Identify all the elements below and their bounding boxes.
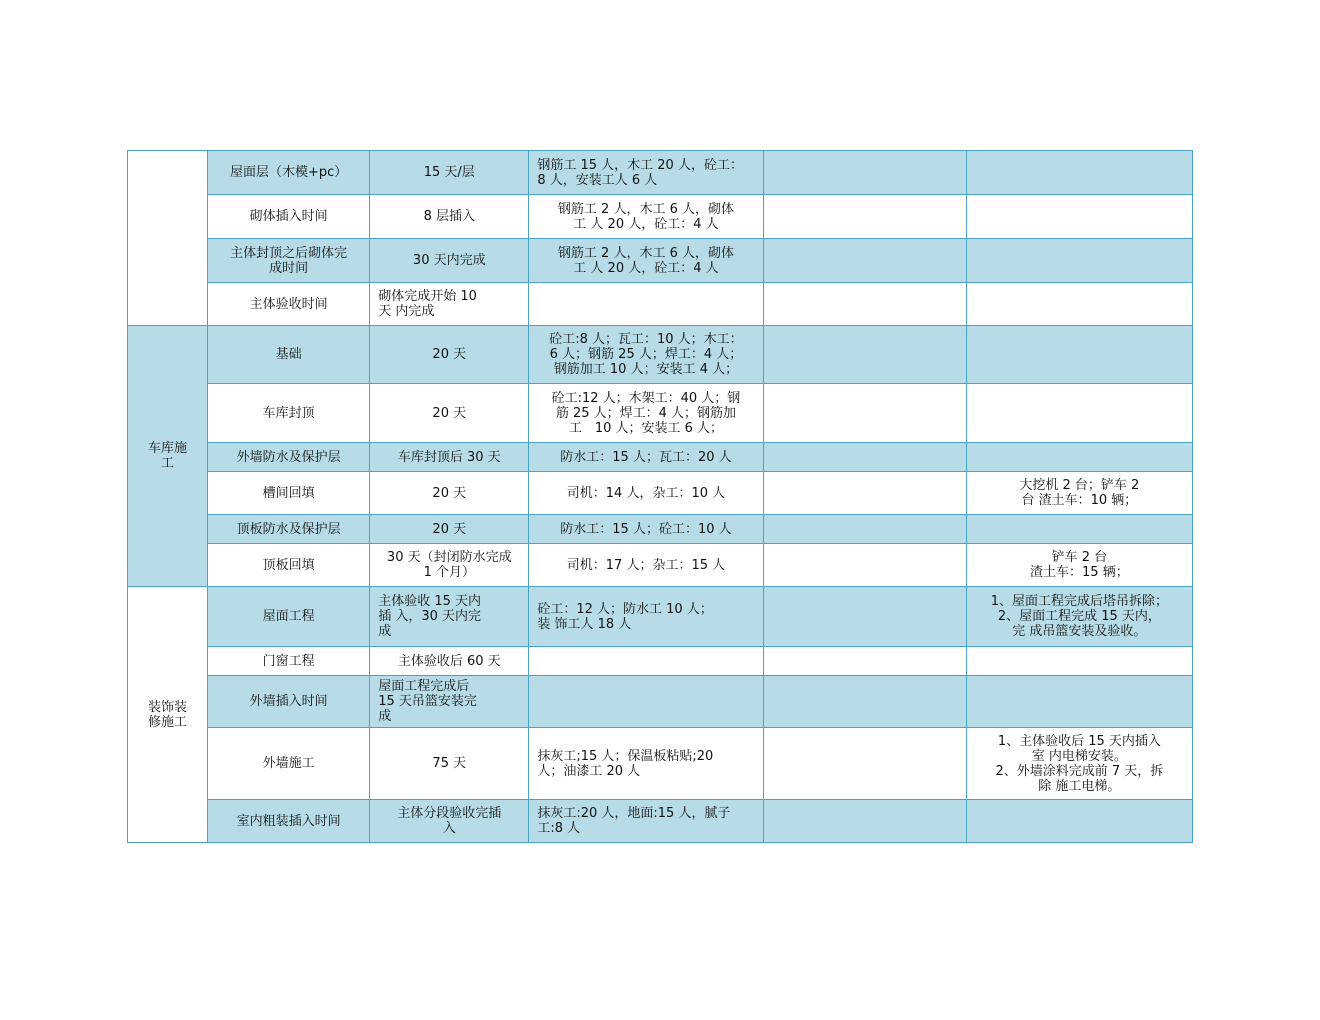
remark-cell bbox=[966, 384, 1192, 443]
task-cell: 外墙施工 bbox=[208, 728, 370, 800]
duration-cell: 30 天内完成 bbox=[370, 239, 529, 283]
labor-cell: 司机：17 人；杂工：15 人 bbox=[529, 544, 763, 587]
labor-cell: 钢筋工 2 人，木工 6 人，砌体 工 人 20 人，砼工：4 人 bbox=[529, 195, 763, 239]
duration-cell: 主体验收 15 天内 插 入，30 天内完 成 bbox=[370, 587, 529, 647]
equipment-cell bbox=[763, 443, 966, 472]
task-cell: 屋面工程 bbox=[208, 587, 370, 647]
labor-cell: 司机：14 人，杂工：10 人 bbox=[529, 472, 763, 515]
labor-cell bbox=[529, 647, 763, 676]
labor-cell: 抹灰工:20 人，地面:15 人，腻子 工:8 人 bbox=[529, 800, 763, 843]
table-row bbox=[128, 326, 1193, 384]
construction-schedule-table bbox=[127, 150, 1193, 843]
phase-cell: 车库施 工 bbox=[128, 326, 208, 587]
task-cell: 车库封顶 bbox=[208, 384, 370, 443]
duration-cell: 20 天 bbox=[370, 515, 529, 544]
labor-cell bbox=[529, 676, 763, 728]
table-row bbox=[128, 195, 1193, 239]
task-cell: 顶板回填 bbox=[208, 544, 370, 587]
duration-cell: 主体验收后 60 天 bbox=[370, 647, 529, 676]
remark-cell bbox=[966, 800, 1192, 843]
labor-cell: 砼工:12 人；木架工：40 人；钢 筋 25 人；焊工：4 人；钢筋加 工 10 人；安装工 6 人； bbox=[529, 384, 763, 443]
table-row bbox=[128, 384, 1193, 443]
phase-cell bbox=[128, 151, 208, 326]
table-row bbox=[128, 800, 1193, 843]
equipment-cell bbox=[763, 384, 966, 443]
equipment-cell bbox=[763, 676, 966, 728]
equipment-cell bbox=[763, 587, 966, 647]
labor-cell: 防水工：15 人；瓦工：20 人 bbox=[529, 443, 763, 472]
equipment-cell bbox=[763, 544, 966, 587]
table-row bbox=[128, 443, 1193, 472]
task-cell: 顶板防水及保护层 bbox=[208, 515, 370, 544]
remark-cell bbox=[966, 676, 1192, 728]
table-row bbox=[128, 647, 1193, 676]
equipment-cell bbox=[763, 195, 966, 239]
remark-cell: 1、主体验收后 15 天内插入 室 内电梯安装。 2、外墙涂料完成前 7 天，拆 除 施工电梯。 bbox=[966, 728, 1192, 800]
duration-cell: 20 天 bbox=[370, 326, 529, 384]
task-cell: 基础 bbox=[208, 326, 370, 384]
duration-cell: 车库封顶后 30 天 bbox=[370, 443, 529, 472]
table-row bbox=[128, 544, 1193, 587]
equipment-cell bbox=[763, 326, 966, 384]
equipment-cell bbox=[763, 728, 966, 800]
table-row bbox=[128, 587, 1193, 647]
duration-cell: 75 天 bbox=[370, 728, 529, 800]
labor-cell: 钢筋工 15 人，木工 20 人，砼工： 8 人，安装工人 6 人 bbox=[529, 151, 763, 195]
task-cell: 主体封顶之后砌体完 成时间 bbox=[208, 239, 370, 283]
remark-cell: 1、屋面工程完成后塔吊拆除； 2、屋面工程完成 15 天内， 完 成吊篮安装及验收。 bbox=[966, 587, 1192, 647]
equipment-cell bbox=[763, 515, 966, 544]
remark-cell bbox=[966, 443, 1192, 472]
table-row bbox=[128, 239, 1193, 283]
table-row bbox=[128, 728, 1193, 800]
duration-cell: 30 天（封闭防水完成 1 个月） bbox=[370, 544, 529, 587]
task-cell: 槽间回填 bbox=[208, 472, 370, 515]
task-cell: 室内粗装插入时间 bbox=[208, 800, 370, 843]
duration-cell: 主体分段验收完插 入 bbox=[370, 800, 529, 843]
remark-cell bbox=[966, 326, 1192, 384]
duration-cell: 屋面工程完成后 15 天吊篮安装完 成 bbox=[370, 676, 529, 728]
table-row bbox=[128, 472, 1193, 515]
labor-cell: 抹灰工;15 人；保温板粘贴;20 人；油漆工 20 人 bbox=[529, 728, 763, 800]
equipment-cell bbox=[763, 472, 966, 515]
remark-cell bbox=[966, 151, 1192, 195]
labor-cell: 防水工：15 人；砼工：10 人 bbox=[529, 515, 763, 544]
labor-cell: 砼工:8 人；瓦工：10 人；木工： 6 人；钢筋 25 人；焊工：4 人； 钢筋加工 10 人；安装工 4 人； bbox=[529, 326, 763, 384]
duration-cell: 20 天 bbox=[370, 472, 529, 515]
remark-cell bbox=[966, 239, 1192, 283]
task-cell: 外墙插入时间 bbox=[208, 676, 370, 728]
duration-cell: 8 层插入 bbox=[370, 195, 529, 239]
equipment-cell bbox=[763, 239, 966, 283]
task-cell: 砌体插入时间 bbox=[208, 195, 370, 239]
remark-cell: 大挖机 2 台；铲车 2 台 渣土车：10 辆； bbox=[966, 472, 1192, 515]
duration-cell: 砌体完成开始 10 天 内完成 bbox=[370, 283, 529, 326]
remark-cell: 铲车 2 台 渣土车：15 辆； bbox=[966, 544, 1192, 587]
remark-cell bbox=[966, 195, 1192, 239]
duration-cell: 15 天/层 bbox=[370, 151, 529, 195]
equipment-cell bbox=[763, 800, 966, 843]
phase-cell: 装饰装 修施工 bbox=[128, 587, 208, 843]
remark-cell bbox=[966, 515, 1192, 544]
equipment-cell bbox=[763, 283, 966, 326]
table-row bbox=[128, 676, 1193, 728]
remark-cell bbox=[966, 647, 1192, 676]
labor-cell: 钢筋工 2 人，木工 6 人，砌体 工 人 20 人，砼工：4 人 bbox=[529, 239, 763, 283]
task-cell: 门窗工程 bbox=[208, 647, 370, 676]
table-row bbox=[128, 283, 1193, 326]
remark-cell bbox=[966, 283, 1192, 326]
equipment-cell bbox=[763, 647, 966, 676]
task-cell: 屋面层（木模+pc） bbox=[208, 151, 370, 195]
duration-cell: 20 天 bbox=[370, 384, 529, 443]
task-cell: 外墙防水及保护层 bbox=[208, 443, 370, 472]
equipment-cell bbox=[763, 151, 966, 195]
task-cell: 主体验收时间 bbox=[208, 283, 370, 326]
table-row bbox=[128, 515, 1193, 544]
labor-cell: 砼工：12 人；防水工 10 人； 装 饰工人 18 人 bbox=[529, 587, 763, 647]
table-row bbox=[128, 151, 1193, 195]
labor-cell bbox=[529, 283, 763, 326]
